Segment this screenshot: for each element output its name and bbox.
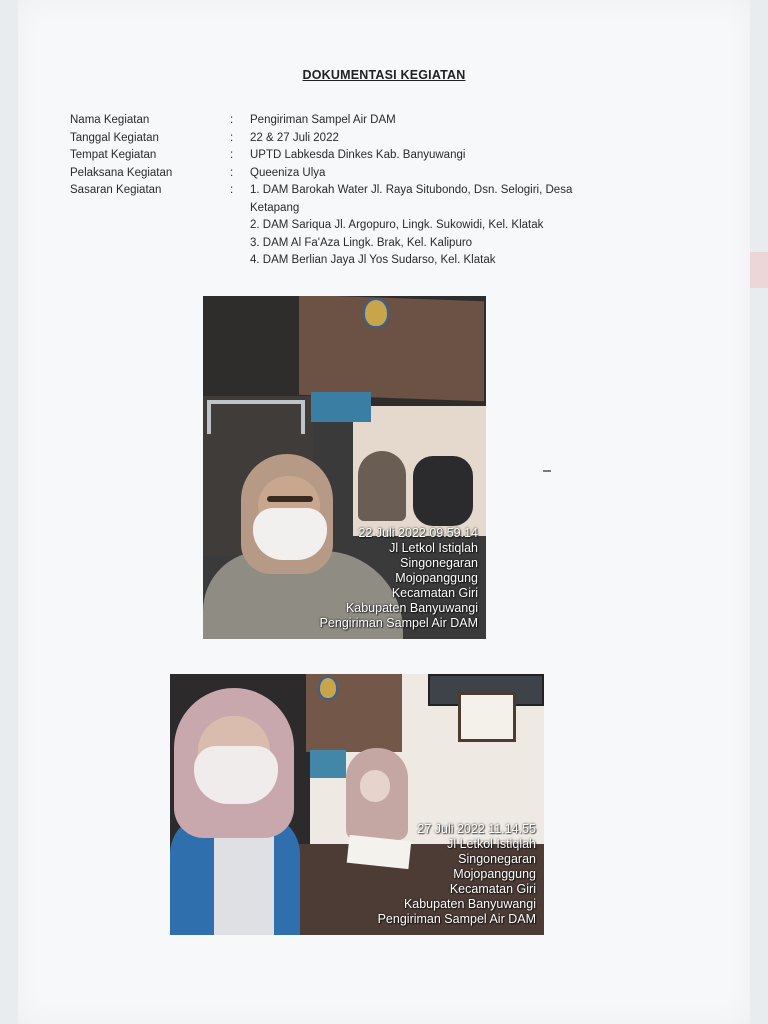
field-row-executor [70,165,670,183]
stamp-line: Pengiriman Sampel Air DAM [319,616,478,630]
photo-background-person [358,451,406,521]
stamp-line: Jl Letkol Istiqlah [389,541,478,555]
field-label: Pelaksana Kegiatan [70,166,173,179]
emblem-icon [318,676,338,700]
stamp-line: Singonegaran [400,556,478,570]
photo-timestamp-2 [378,822,536,927]
stamp-line: Singonegaran [458,852,536,866]
photo-person-mask [194,746,278,804]
field-row-targets [70,182,670,270]
photo-blue-panel [311,392,371,422]
page-edge-mark [750,252,768,288]
stamp-line: Kabupaten Banyuwangi [403,897,536,911]
field-row-name [70,112,670,130]
stamp-line: Pengiriman Sampel Air DAM [377,912,536,926]
photo-certificate [458,692,516,742]
stamp-line: Kecamatan Giri [449,882,536,896]
field-colon: : [230,149,234,161]
stamp-line: 27 Juli 2022 11.14.55 [417,822,536,836]
field-label: Tanggal Kegiatan [70,131,159,144]
emblem-icon [363,298,389,328]
photo-blue-panel [310,750,346,778]
field-colon: : [230,114,234,126]
target-item: 4. DAM Berlian Jaya Jl Yos Sudarso, Kel. Klatak [250,254,496,266]
target-item: 3. DAM Al Fa'Aza Lingk. Brak, Kel. Kalipuro [250,236,473,249]
stamp-line: Jl Letkol Istiqlah [447,837,536,851]
field-row-place [70,147,670,165]
photo-person-shirt [214,824,274,935]
target-item: Ketapang [250,201,300,214]
field-colon: : [230,184,234,196]
photo-wall-sign [299,296,484,401]
target-item: 2. DAM Sariqua Jl. Argopuro, Lingk. Sukowidi, Kel. Klatak [250,219,544,231]
field-label: Tempat Kegiatan [70,149,157,161]
stamp-line: 22 Juli 2022 09.59.14 [358,526,478,540]
photo-window-frame [207,400,305,434]
activity-info [70,112,670,270]
stamp-line: Kabupaten Banyuwangi [345,601,478,615]
field-label: Sasaran Kegiatan [70,184,162,196]
scan-mark [543,470,551,472]
activity-photo-1 [203,296,486,639]
stamp-line: Mojopanggung [453,867,536,881]
field-colon: : [230,166,234,179]
photo-person-eyes [267,496,313,502]
field-value: Queeniza Ulya [250,166,326,179]
photo-person-mask [253,508,327,560]
document-title: DOKUMENTASI KEGIATAN [302,68,466,82]
photo-chair [413,456,473,526]
stamp-line: Mojopanggung [395,571,478,585]
document-page [18,0,750,1024]
target-item: 1. DAM Barokah Water Jl. Raya Situbondo, Dsn. Selogiri, Desa [250,184,573,196]
activity-photo-2 [170,674,544,935]
field-colon: : [230,131,234,144]
field-row-date [70,130,670,148]
photo-timestamp-1 [320,526,478,631]
field-value: Pengiriman Sampel Air DAM [250,114,396,126]
field-value: 22 & 27 Juli 2022 [250,131,339,144]
stamp-line: Kecamatan Giri [391,586,478,600]
targets-list [250,182,670,270]
field-value: UPTD Labkesda Dinkes Kab. Banyuwangi [250,149,466,161]
field-label: Nama Kegiatan [70,114,150,126]
photo-background-person-face [360,770,390,802]
